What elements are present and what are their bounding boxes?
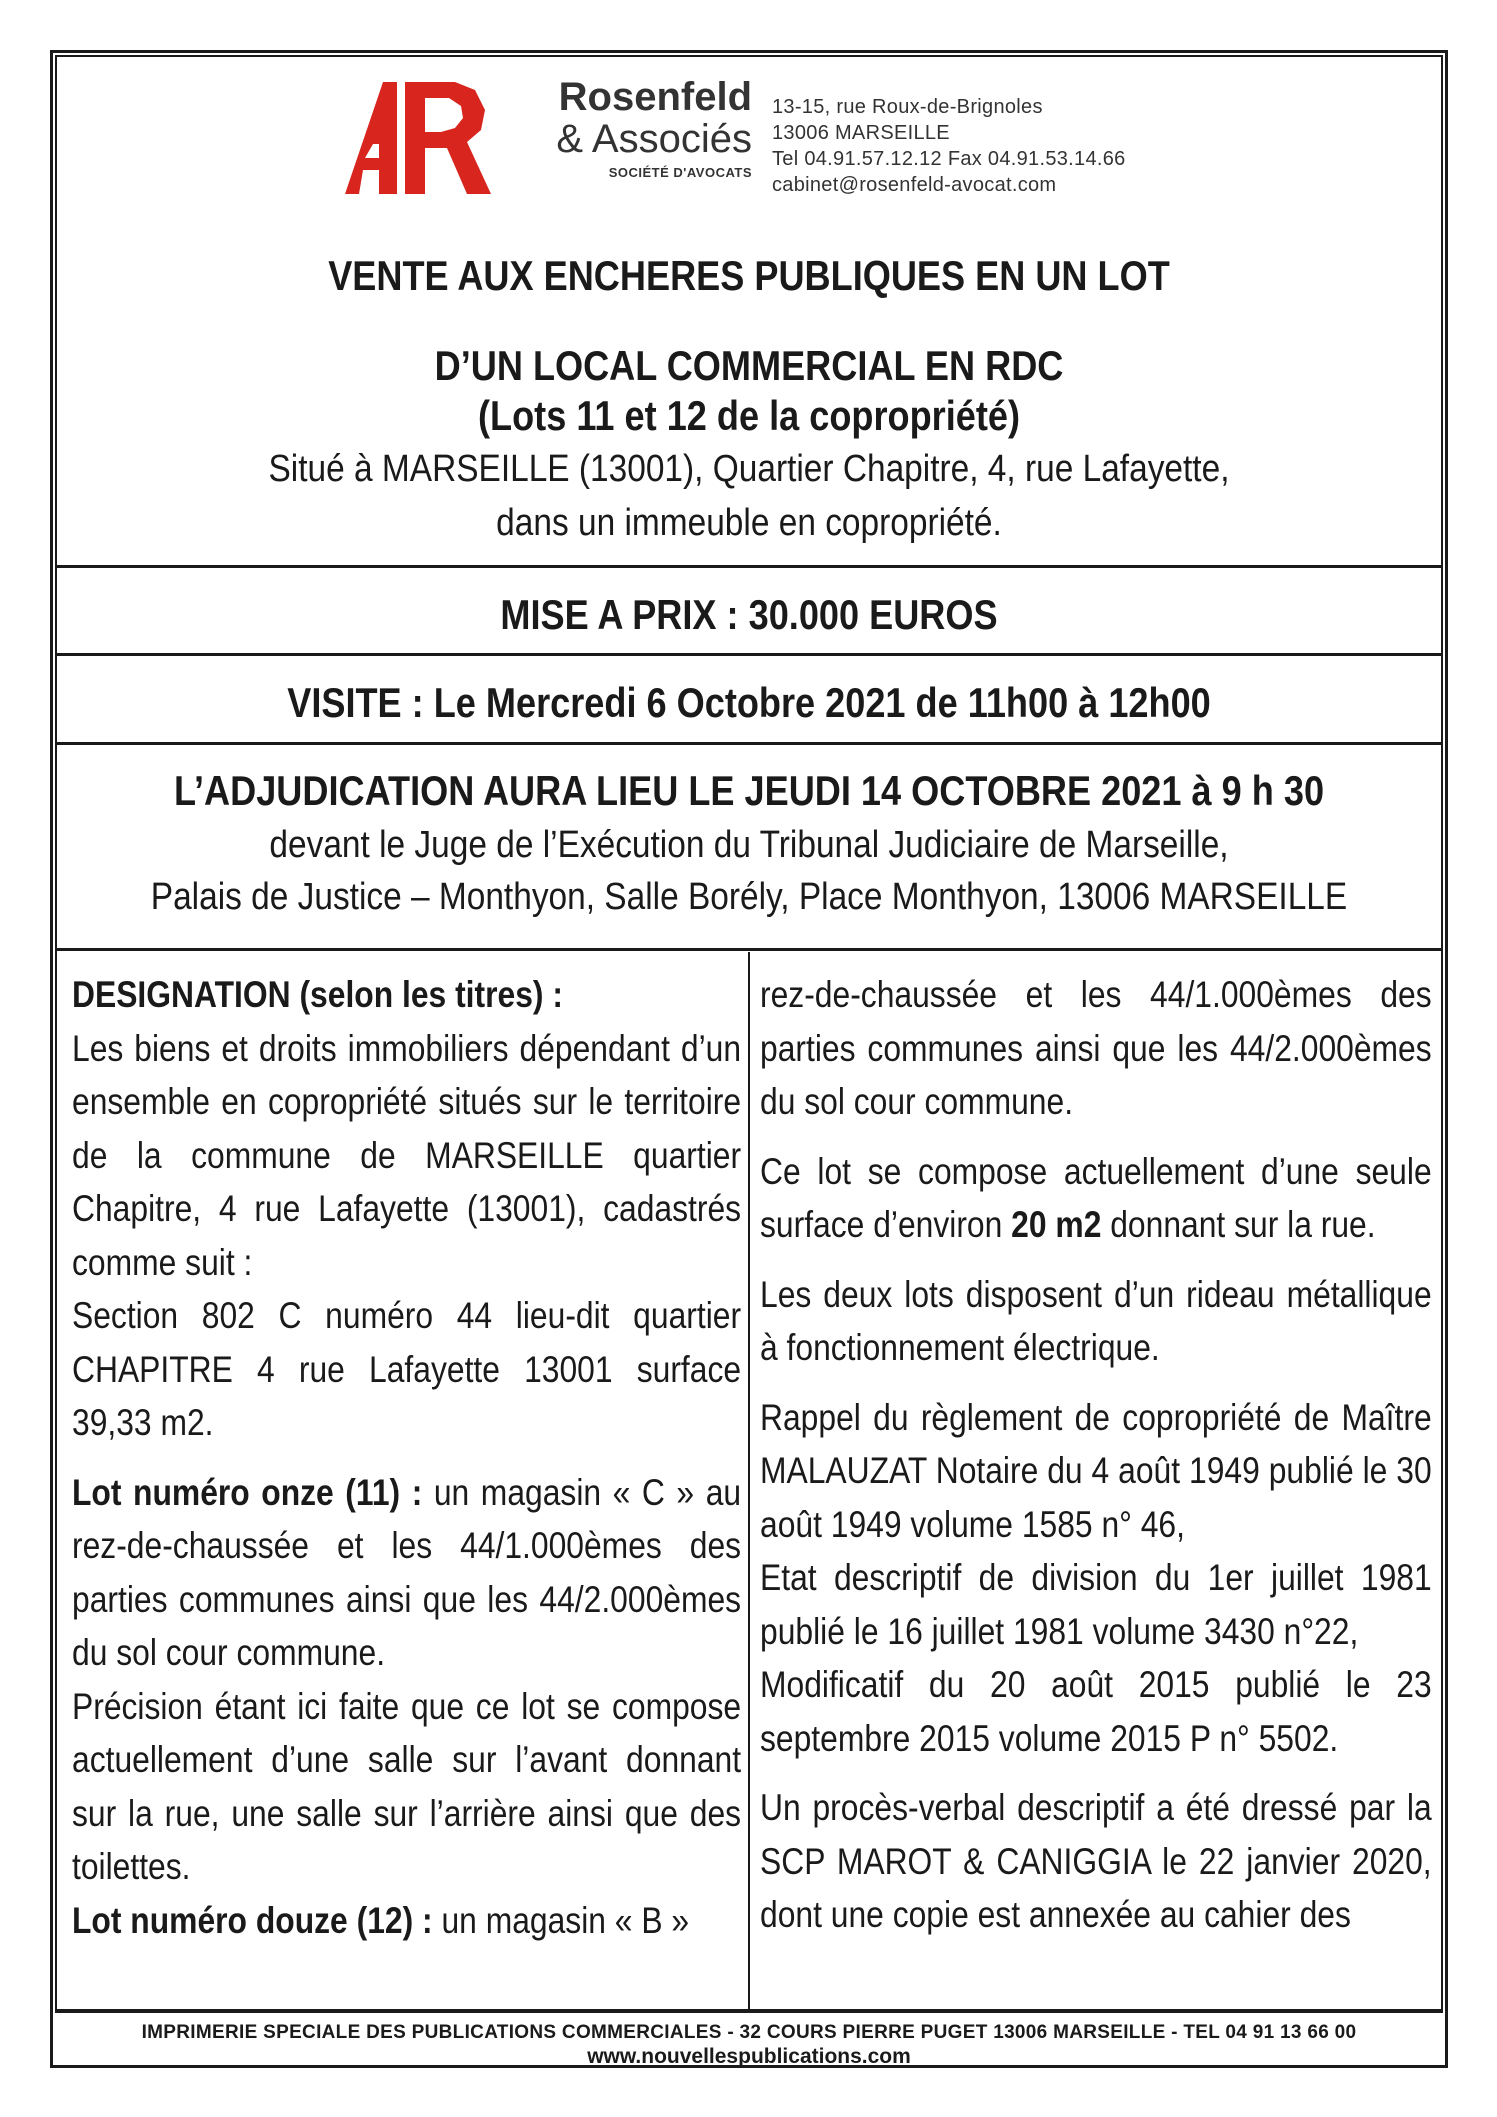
divider bbox=[55, 565, 1443, 568]
title-line-3: (Lots 11 et 12 de la copropriété) bbox=[478, 392, 1020, 439]
designation-heading: DESIGNATION (selon les titres) : bbox=[72, 974, 563, 1015]
brand-tagline: SOCIÉTÉ D'AVOCATS bbox=[608, 165, 752, 180]
lot-11-block bbox=[72, 1466, 741, 1948]
divider bbox=[55, 742, 1443, 745]
title-line-1: VENTE AUX ENCHERES PUBLIQUES EN UN LOT bbox=[328, 252, 1170, 299]
compose-text-1: Ce lot se compose actuellement d’une seule surface d’environ bbox=[760, 1150, 1432, 1245]
pv-paragraph: Un procès-verbal descriptif a été dressé par la SCP MAROT & CANIGGIA le 22 janvier 2020, dont une copie est annexée au cahier des bbox=[760, 1787, 1432, 1935]
ar-logo-icon bbox=[345, 82, 495, 194]
section-text: Section 802 C numéro 44 lieu-dit quartier CHAPITRE 4 rue Lafayette 13001 surface 39,33 m2. bbox=[72, 1295, 742, 1443]
compose-text-2: donnant sur la rue. bbox=[1101, 1204, 1376, 1245]
lot-12-heading: Lot numéro douze (12) : bbox=[72, 1899, 433, 1941]
title-line-2: D’UN LOCAL COMMERCIAL EN RDC bbox=[434, 342, 1064, 389]
rappel-text: Rappel du règlement de copropriété de Maître MALAUZAT Notaire du 4 août 1949 publié le 30 août 1949 volume 1585 n° 46, bbox=[760, 1396, 1432, 1545]
right-column bbox=[760, 968, 1432, 1942]
auction-line-2: devant le Juge de l’Exécution du Tribunal Judiciaire de Marseille, bbox=[269, 824, 1229, 866]
footer-printer: IMPRIMERIE SPECIALE DES PUBLICATIONS COMMERCIALES - 32 COURS PIERRE PUGET 13006 MARSEILLE - TEL 04 91 13 66 00 bbox=[141, 2022, 1357, 2043]
visit-info: VISITE : Le Mercredi 6 Octobre 2021 de 11h00 à 12h00 bbox=[287, 679, 1211, 726]
address-line-1: 13-15, rue Roux-de-Brignoles bbox=[772, 96, 1043, 118]
divider bbox=[55, 948, 1443, 951]
title-line-5: dans un immeuble en copropriété. bbox=[496, 502, 1002, 544]
divider bbox=[55, 2010, 1443, 2013]
designation-text: Les biens et droits immobiliers dépendant d’un ensemble en copropriété situés sur le territoire de la commune de MARSEILLE quartier Chapitre, 4 rue Lafayette (13001), cadastrés comme suit : bbox=[72, 1027, 742, 1283]
brand-block bbox=[512, 76, 752, 182]
column-divider bbox=[748, 952, 750, 2009]
lot-12-continued: rez-de-chaussée et les 44/1.000èmes des parties communes ainsi que les 44/2.000èmes du sol cour commune. bbox=[760, 974, 1432, 1122]
brand-name-2: & Associés bbox=[556, 117, 752, 161]
logo-a-shape bbox=[345, 82, 397, 194]
auction-line-3: Palais de Justice – Monthyon, Salle Borély, Place Monthyon, 13006 MARSEILLE bbox=[150, 876, 1348, 918]
email: cabinet@rosenfeld-avocat.com bbox=[772, 174, 1057, 196]
starting-price: MISE A PRIX : 30.000 EUROS bbox=[500, 591, 998, 638]
address-line-2: 13006 MARSEILLE bbox=[772, 122, 950, 144]
compose-paragraph bbox=[760, 1145, 1432, 1252]
phone-fax: Tel 04.91.57.12.12 Fax 04.91.53.14.66 bbox=[772, 148, 1126, 170]
auction-line-1: L’ADJUDICATION AURA LIEU LE JEUDI 14 OCTOBRE 2021 à 9 h 30 bbox=[173, 767, 1325, 814]
rideau-paragraph: Les deux lots disposent d’un rideau métallique à fonctionnement électrique. bbox=[760, 1273, 1432, 1368]
lot-11-heading: Lot numéro onze (11) : bbox=[72, 1471, 423, 1513]
left-column bbox=[72, 968, 741, 1947]
designation-block bbox=[72, 968, 741, 1450]
divider bbox=[55, 653, 1443, 656]
rappel-paragraph bbox=[760, 1391, 1432, 1766]
brand-name: Rosenfeld bbox=[558, 75, 752, 119]
lot-11-text: un magasin « C » au rez-de-chaussée et les 44/1.000èmes des parties communes ainsi que les 44/2.000èmes du sol cour commune. bbox=[72, 1471, 742, 1673]
etat-text: Etat descriptif de division du 1er juillet 1981 publié le 16 juillet 1981 volume 3430 n°22, bbox=[760, 1557, 1432, 1652]
footer-website[interactable]: www.nouvellespublications.com bbox=[587, 2045, 911, 2068]
precision-text: Précision étant ici faite que ce lot se compose actuellement d’une salle sur l’avant donnant sur la rue, une salle sur l’arrière ainsi que des toilettes. bbox=[72, 1685, 742, 1887]
surface-value: 20 m2 bbox=[1011, 1204, 1102, 1245]
title-line-4: Situé à MARSEILLE (13001), Quartier Chapitre, 4, rue Lafayette, bbox=[268, 448, 1230, 490]
modificatif-text: Modificatif du 20 août 2015 publié le 23 septembre 2015 volume 2015 P n° 5502. bbox=[760, 1664, 1432, 1759]
lot-12-text: un magasin « B » bbox=[432, 1899, 690, 1941]
contact-block bbox=[772, 94, 1126, 198]
